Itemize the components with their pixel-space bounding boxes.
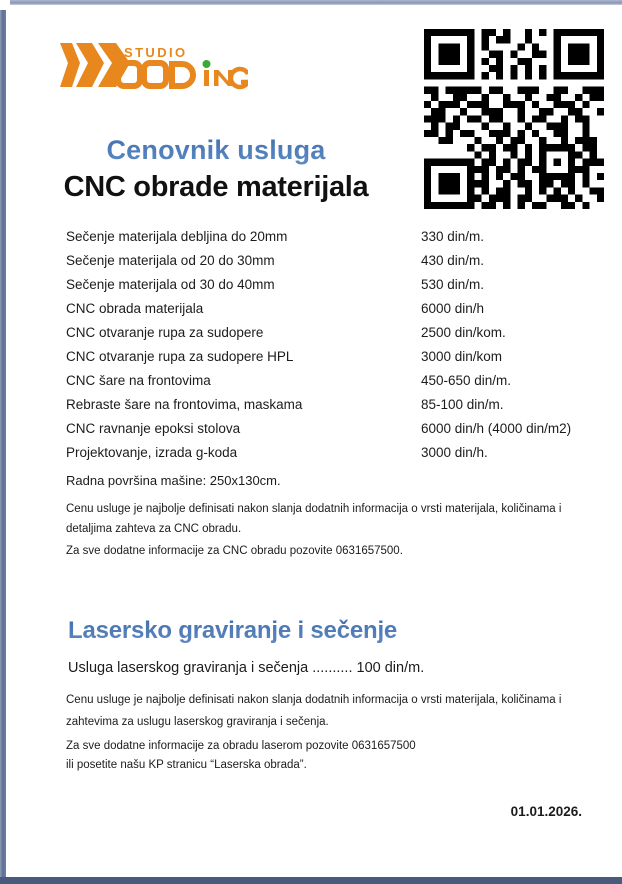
cnc-note-paragraph-2: Za sve dodatne informacije za CNC obradu pozovite 0631657500. (66, 545, 403, 557)
document-date: 01.01.2026. (510, 804, 582, 819)
price-row-value: 450-650 din/m. (421, 373, 512, 388)
price-row-service: Projektovanje, izrada g-koda (66, 445, 238, 460)
price-row-service: CNC šare na frontovima (66, 373, 211, 388)
price-row-service: CNC obrada materijala (66, 301, 204, 316)
price-row (66, 349, 596, 373)
page-frame-bottom (0, 877, 622, 884)
price-row (66, 445, 596, 469)
price-row-value: 6000 din/h (4000 din/m2) (421, 421, 572, 436)
page-title: CNC obrade materijala (63, 171, 369, 203)
logo-ng-text (214, 69, 248, 87)
price-row-service: CNC otvaranje rupa za sudopere HPL (66, 349, 294, 364)
price-row-value: 3000 din/kom (421, 349, 503, 364)
logo-ooding-text (118, 63, 193, 86)
document-sheet (6, 5, 622, 877)
price-row-value: 330 din/m. (421, 229, 485, 244)
cnc-note-paragraph-1: Cenu usluge je najbolje definisati nakon slanja dodatnih informacija o vrsti materijala, količinama i detaljima zahteva za CNC obradu. (66, 503, 562, 535)
price-row-service: Sečenje materijala debljina do 20mm (66, 229, 288, 244)
price-row (66, 325, 596, 349)
price-row-value: 430 din/m. (421, 253, 485, 268)
price-row (66, 277, 596, 301)
price-row-value: 530 din/m. (421, 277, 485, 292)
price-row-service: Sečenje materijala od 20 do 30mm (66, 253, 275, 268)
cnc-notes-block (66, 499, 586, 561)
laser-note-paragraph: Cenu usluge je najbolje definisati nakon slanja dodatnih informacija o vrsti materijala, količinama i zahtevima za uslugu laserskog graviranja i sečenja. (66, 694, 562, 728)
price-row (66, 397, 596, 421)
laser-contact-line-2: ili posetite našu KP stranicu “Laserska obrada”. (66, 759, 307, 771)
price-row (66, 373, 596, 397)
price-row (66, 229, 596, 253)
price-row (66, 253, 596, 277)
qr-code[interactable] (424, 29, 604, 209)
price-row-value: 2500 din/kom. (421, 325, 506, 340)
logo-i-stem (204, 70, 209, 86)
logo-studio-text: STUDIO (124, 45, 188, 60)
machine-work-area-note: Radna površina mašine: 250x130cm. (66, 473, 281, 488)
price-row-value: 6000 din/h (421, 301, 485, 316)
laser-contact-block (66, 737, 591, 775)
price-row (66, 301, 596, 325)
price-row-service: CNC otvaranje rupa za sudopere (66, 325, 264, 340)
price-row-value: 85-100 din/m. (421, 397, 504, 412)
price-row-value: 3000 din/h. (421, 445, 488, 460)
price-row-service: CNC ravnanje epoksi stolova (66, 421, 241, 436)
logo-green-dot-icon (203, 60, 211, 68)
laser-contact-line-1: Za sve dodatne informacije za obradu laserom pozovite 0631657500 (66, 740, 416, 752)
studio-wooding-logo (58, 37, 248, 93)
cnc-price-table (66, 229, 596, 469)
price-row (66, 421, 596, 445)
price-row-service: Rebraste šare na frontovima, maskama (66, 397, 303, 412)
price-row-service: Sečenje materijala od 30 do 40mm (66, 277, 275, 292)
laser-price-line: Usluga laserskog graviranja i sečenja .......... 100 din/m. (68, 660, 425, 676)
laser-section-title: Lasersko graviranje i sečenje (68, 617, 398, 644)
page-title-subtitle: Cenovnik usluga (6, 135, 426, 166)
